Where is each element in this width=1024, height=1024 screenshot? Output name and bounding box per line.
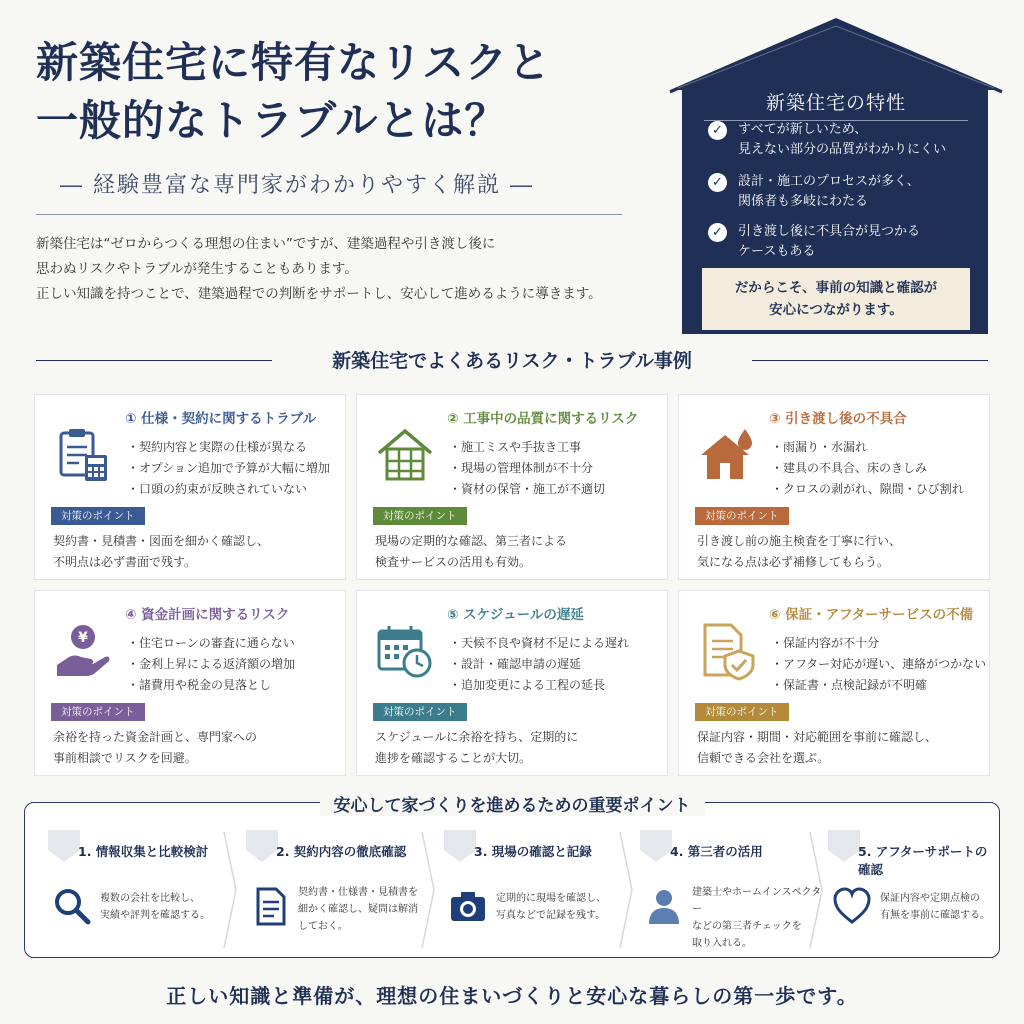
step-text — [496, 890, 626, 924]
characteristic-item — [708, 120, 978, 160]
risk-card-finance — [34, 590, 346, 776]
card-title: ⑥ 保証・アフターサービスの不備 — [769, 607, 974, 623]
footer-message: 正しい知識と準備が、理想の住まいづくりと安心な暮らしの第一歩です。 — [166, 984, 858, 1008]
yen-hand-icon — [53, 621, 113, 681]
step-line: 建築士やホームインスペクター — [692, 887, 822, 915]
point-text — [375, 531, 657, 573]
characteristics-title: 新築住宅の特性 — [765, 92, 906, 114]
list-item: ・ 保証内容が不十分 — [771, 633, 987, 654]
point-line: 余裕を持った資金計画と、専門家への — [53, 730, 258, 744]
card-list — [127, 437, 343, 500]
point-label: 対策のポイント — [695, 507, 789, 525]
step-line: などの第三者チェックを — [692, 921, 802, 932]
point-line: 進捗を確認することが大切。 — [375, 751, 532, 765]
characteristic-line: すべてが新しいため、 — [738, 122, 868, 137]
list-item: ・ クロスの剥がれ、隙間・ひび割れ — [771, 479, 987, 500]
check-icon: ✓ — [708, 223, 727, 242]
card-list — [771, 437, 987, 500]
key-step — [814, 826, 994, 952]
step-text — [880, 890, 992, 924]
key-step — [626, 826, 822, 952]
point-label: 対策のポイント — [695, 703, 789, 721]
point-text — [53, 727, 335, 769]
list-item: ・ 現場の管理体制が不十分 — [449, 458, 665, 479]
step-line: 定期的に現場を確認し、 — [496, 893, 606, 904]
page-title-line-1: 新築住宅に特有なリスクと — [36, 38, 552, 87]
step-line: 取り入れる。 — [692, 938, 752, 949]
step-text — [100, 890, 230, 924]
step-text — [298, 884, 428, 935]
cases-heading-text: 新築住宅でよくあるリスク・トラブル事例 — [332, 350, 692, 372]
step-line: 契約書・仕様書・見積書を — [298, 887, 418, 898]
point-line: スケジュールに余裕を持ち、定期的に — [375, 730, 579, 744]
point-line: 不明点は必ず書面で残す。 — [53, 555, 197, 569]
point-line: 信頼できる会社を選ぶ。 — [697, 751, 830, 765]
page-title-line-2: 一般的なトラブルとは？ — [36, 96, 508, 145]
card-title: ④ 資金計画に関するリスク — [125, 607, 290, 623]
list-item: ・ 設計・確認申請の遅延 — [449, 654, 665, 675]
card-list — [127, 633, 343, 696]
step-title: 5. アフターサポートの確認 — [858, 844, 988, 877]
characteristic-line: 関係者も多岐にわたる — [738, 194, 869, 209]
point-text — [697, 531, 979, 573]
risk-card-quality — [356, 394, 668, 580]
list-item: ・ 雨漏り・水漏れ — [771, 437, 987, 458]
contract-calculator-icon — [53, 425, 113, 485]
point-line: 現場の定期的な確認、第三者による — [375, 534, 568, 548]
step-line: しておく。 — [298, 921, 348, 932]
point-label: 対策のポイント — [373, 703, 467, 721]
list-item: ・ 金利上昇による返済額の増加 — [127, 654, 343, 675]
person-icon — [644, 886, 684, 926]
characteristic-item — [708, 172, 978, 212]
point-text — [375, 727, 657, 769]
point-text — [53, 531, 335, 573]
point-line: 事前相談でリスクを回避。 — [53, 751, 197, 765]
characteristics-callout — [702, 268, 970, 330]
step-title: 4. 第三者の活用 — [670, 844, 763, 859]
list-item: ・ アフター対応が遅い、連絡がつかない — [771, 654, 987, 675]
card-list — [771, 633, 987, 696]
step-title: 2. 契約内容の徹底確認 — [276, 844, 407, 859]
characteristic-line: ケースもある — [738, 244, 816, 259]
house-leak-icon — [697, 425, 757, 485]
list-item: ・ 口頭の約束が反映されていない — [127, 479, 343, 500]
point-text — [697, 727, 979, 769]
risk-card-contract — [34, 394, 346, 580]
intro-line: 思わぬリスクやトラブルが発生することもあります。 — [36, 261, 358, 277]
characteristic-line: 引き渡し後に不具合が見つかる — [738, 224, 921, 239]
check-icon: ✓ — [708, 173, 727, 192]
point-label: 対策のポイント — [373, 507, 467, 525]
magnifier-icon — [52, 886, 92, 926]
card-title: ③ 引き渡し後の不具合 — [769, 411, 907, 427]
camera-icon — [448, 886, 488, 926]
list-item: ・ 資材の保管・施工が不適切 — [449, 479, 665, 500]
risk-card-warranty — [678, 590, 990, 776]
characteristic-line: 見えない部分の品質がわかりにくい — [738, 142, 947, 157]
key-points-title-text: 安心して家づくりを進めるための重要ポイント — [320, 796, 705, 816]
point-label: 対策のポイント — [51, 703, 145, 721]
page-title — [36, 34, 656, 150]
risk-card-defects — [678, 394, 990, 580]
key-step — [232, 826, 422, 952]
key-step — [430, 826, 620, 952]
intro-line: 正しい知識を持つことで、建築過程での判断をサポートし、安心して進めるように導きます。 — [36, 286, 602, 302]
step-line: 細かく確認し、疑問は解消 — [298, 904, 418, 915]
list-item: ・ 契約内容と実際の仕様が異なる — [127, 437, 343, 458]
list-item: ・ 保証書・点検記録が不明確 — [771, 675, 987, 696]
characteristics-panel — [668, 14, 1004, 336]
callout-line: だからこそ、事前の知識と確認が — [734, 280, 938, 296]
list-item: ・ 建具の不具合、床のきしみ — [771, 458, 987, 479]
step-line: 複数の会社を比較し、 — [100, 893, 200, 904]
calendar-clock-icon — [375, 621, 435, 681]
point-line: 検査サービスの活用も有効。 — [375, 555, 532, 569]
intro-text — [36, 232, 656, 307]
intro-line: 新築住宅は“ゼロからつくる理想の住まい”ですが、建築過程や引き渡し後に — [36, 236, 496, 252]
step-line: 保証内容や定期点検の — [880, 893, 980, 904]
heart-icon — [832, 886, 872, 926]
card-title: ① 仕様・契約に関するトラブル — [125, 411, 317, 427]
cases-heading — [36, 346, 988, 376]
point-label: 対策のポイント — [51, 507, 145, 525]
callout-line: 安心につながります。 — [769, 302, 903, 318]
card-list — [449, 633, 665, 696]
card-title: ⑤ スケジュールの遅延 — [447, 607, 584, 623]
list-item: ・ 追加変更による工程の延長 — [449, 675, 665, 696]
step-text — [692, 884, 826, 952]
warranty-shield-icon — [697, 621, 757, 681]
header-divider — [36, 214, 622, 215]
step-title: 1. 情報収集と比較検討 — [78, 844, 209, 859]
step-line: 実績や評判を確認する。 — [100, 910, 210, 921]
step-line: 有無を事前に確認する。 — [880, 910, 990, 921]
list-item: ・ 天候不良や資材不足による遅れ — [449, 633, 665, 654]
card-list — [449, 437, 665, 500]
point-line: 保証内容・期間・対応範囲を事前に確認し、 — [697, 730, 938, 744]
characteristic-line: 設計・施工のプロセスが多く、 — [738, 174, 920, 189]
characteristic-item — [708, 222, 978, 262]
step-title: 3. 現場の確認と記録 — [474, 844, 592, 859]
key-points-title — [25, 791, 999, 816]
check-icon: ✓ — [708, 121, 727, 140]
house-frame-icon — [375, 425, 435, 485]
card-title: ② 工事中の品質に関するリスク — [447, 411, 639, 427]
list-item: ・ 施工ミスや手抜き工事 — [449, 437, 665, 458]
step-line: 写真などで記録を残す。 — [496, 910, 606, 921]
page-subtitle: ― 経験豊富な専門家がわかりやすく解説 ― — [60, 173, 534, 198]
point-line: 気になる点は必ず補修してもらう。 — [697, 555, 890, 569]
point-line: 引き渡し前の施主検査を丁寧に行い、 — [697, 534, 902, 548]
svg-text:¥: ¥ — [78, 630, 88, 646]
list-item: ・ 諸費用や税金の見落とし — [127, 675, 343, 696]
list-item: ・ オプション追加で予算が大幅に増加 — [127, 458, 343, 479]
key-step — [34, 826, 224, 952]
document-icon — [250, 886, 290, 926]
risk-card-schedule — [356, 590, 668, 776]
list-item: ・ 住宅ローンの審査に通らない — [127, 633, 343, 654]
point-line: 契約書・見積書・図面を細かく確認し、 — [53, 534, 270, 548]
